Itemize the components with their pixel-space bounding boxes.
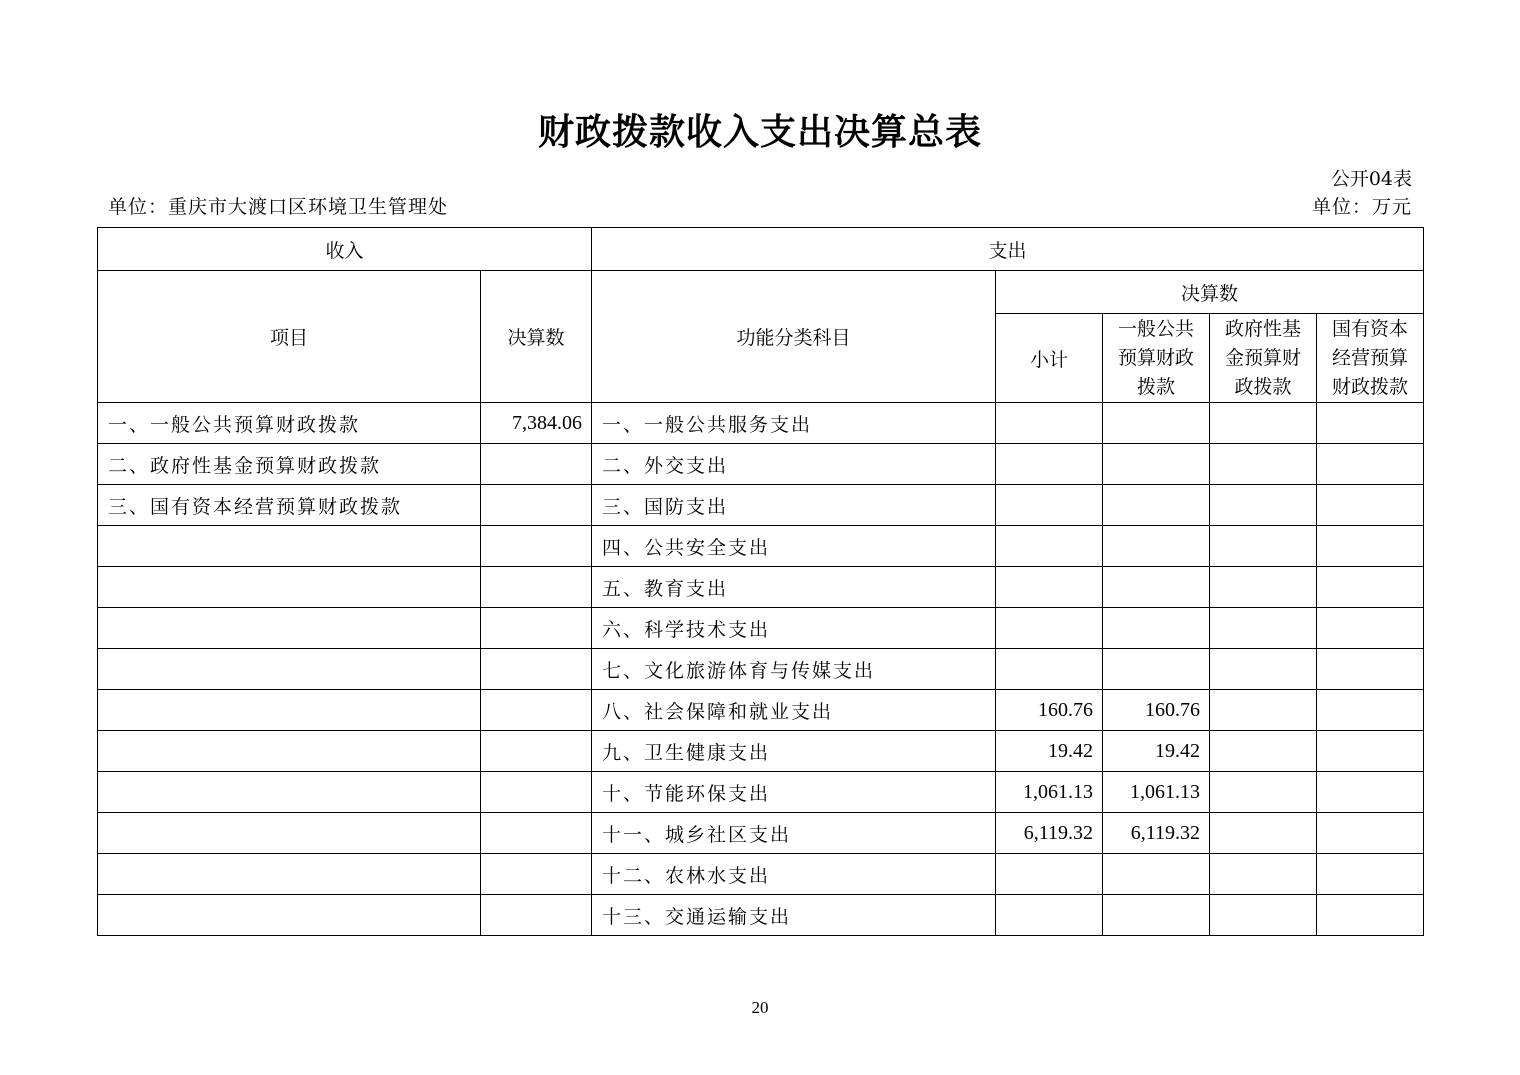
gov-fund-cell [1210, 854, 1317, 895]
general-budget-cell [1103, 854, 1210, 895]
gov-fund-cell [1210, 813, 1317, 854]
expense-item: 二、外交支出 [592, 444, 996, 485]
header-gov-fund-budget-text: 政府性基金预算财政拨款 [1225, 317, 1302, 398]
income-item [98, 649, 481, 690]
table-row [98, 649, 1424, 690]
subtotal-cell: 6,119.32 [996, 813, 1103, 854]
header-item: 项目 [98, 271, 481, 403]
expense-item: 七、文化旅游体育与传媒支出 [592, 649, 996, 690]
gov-fund-cell [1210, 526, 1317, 567]
gov-fund-cell [1210, 608, 1317, 649]
income-amount [481, 854, 592, 895]
income-amount: 7,384.06 [481, 403, 592, 444]
header-general-budget-text: 一般公共预算财政拨款 [1118, 317, 1195, 398]
general-budget-cell [1103, 895, 1210, 936]
gov-fund-cell [1210, 444, 1317, 485]
income-item [98, 608, 481, 649]
subtotal-cell: 160.76 [996, 690, 1103, 731]
state-capital-cell [1317, 895, 1424, 936]
header-expense: 支出 [592, 228, 1424, 271]
table-row [98, 444, 1424, 485]
general-budget-cell [1103, 485, 1210, 526]
income-amount [481, 485, 592, 526]
income-item: 三、国有资本经营预算财政拨款 [98, 485, 481, 526]
general-budget-cell [1103, 608, 1210, 649]
subtotal-cell [996, 403, 1103, 444]
income-item [98, 567, 481, 608]
general-budget-cell: 19.42 [1103, 731, 1210, 772]
general-budget-cell [1103, 403, 1210, 444]
table-row [98, 690, 1424, 731]
income-item [98, 813, 481, 854]
header-row-1 [98, 228, 1424, 271]
income-item [98, 690, 481, 731]
subtotal-cell [996, 854, 1103, 895]
income-amount [481, 526, 592, 567]
gov-fund-cell [1210, 567, 1317, 608]
income-item [98, 854, 481, 895]
page-number: 20 [751, 998, 769, 1017]
header-row-2 [98, 271, 1424, 314]
table-row [98, 485, 1424, 526]
table-row [98, 567, 1424, 608]
header-state-capital-budget-text: 国有资本经营预算财政拨款 [1332, 317, 1409, 398]
state-capital-cell [1317, 690, 1424, 731]
general-budget-cell: 1,061.13 [1103, 772, 1210, 813]
subtotal-cell: 19.42 [996, 731, 1103, 772]
gov-fund-cell [1210, 690, 1317, 731]
state-capital-cell [1317, 813, 1424, 854]
state-capital-cell [1317, 854, 1424, 895]
subtotal-cell [996, 895, 1103, 936]
state-capital-cell [1317, 649, 1424, 690]
income-amount [481, 608, 592, 649]
income-item [98, 731, 481, 772]
subtotal-cell [996, 608, 1103, 649]
expense-item: 十二、农林水支出 [592, 854, 996, 895]
gov-fund-cell [1210, 649, 1317, 690]
table-row [98, 813, 1424, 854]
general-budget-cell [1103, 567, 1210, 608]
unit-name: 单位：重庆市大渡口区环境卫生管理处 [108, 196, 449, 218]
table-row [98, 608, 1424, 649]
header-function-category: 功能分类科目 [592, 271, 996, 403]
income-item [98, 526, 481, 567]
income-amount [481, 731, 592, 772]
expense-item: 十三、交通运输支出 [592, 895, 996, 936]
expense-item: 三、国防支出 [592, 485, 996, 526]
header-final-amount: 决算数 [481, 271, 592, 403]
subtotal-cell [996, 526, 1103, 567]
form-number: 公开04表 [1330, 168, 1412, 190]
general-budget-cell [1103, 526, 1210, 567]
general-budget-cell [1103, 649, 1210, 690]
state-capital-cell [1317, 567, 1424, 608]
state-capital-cell [1317, 444, 1424, 485]
income-amount [481, 649, 592, 690]
expense-item: 四、公共安全支出 [592, 526, 996, 567]
income-amount [481, 895, 592, 936]
expense-item: 八、社会保障和就业支出 [592, 690, 996, 731]
subtotal-cell [996, 444, 1103, 485]
income-item [98, 772, 481, 813]
expense-item: 九、卫生健康支出 [592, 731, 996, 772]
state-capital-cell [1317, 485, 1424, 526]
income-item: 一、一般公共预算财政拨款 [98, 403, 481, 444]
table-row [98, 772, 1424, 813]
page-title: 财政拨款收入支出决算总表 [537, 112, 982, 153]
general-budget-cell: 160.76 [1103, 690, 1210, 731]
income-amount [481, 567, 592, 608]
subtotal-cell [996, 485, 1103, 526]
subtotal-cell: 1,061.13 [996, 772, 1103, 813]
income-amount [481, 772, 592, 813]
header-final-amount-group: 决算数 [996, 271, 1424, 314]
state-capital-cell [1317, 731, 1424, 772]
table-row [98, 854, 1424, 895]
gov-fund-cell [1210, 403, 1317, 444]
expense-item: 一、一般公共服务支出 [592, 403, 996, 444]
income-item [98, 895, 481, 936]
table-row [98, 895, 1424, 936]
income-amount [481, 444, 592, 485]
expense-item: 五、教育支出 [592, 567, 996, 608]
state-capital-cell [1317, 608, 1424, 649]
income-item: 二、政府性基金预算财政拨款 [98, 444, 481, 485]
expense-item: 十、节能环保支出 [592, 772, 996, 813]
gov-fund-cell [1210, 772, 1317, 813]
state-capital-cell [1317, 526, 1424, 567]
general-budget-cell [1103, 444, 1210, 485]
header-income: 收入 [98, 228, 592, 271]
unit-currency: 单位：万元 [1311, 196, 1412, 218]
gov-fund-cell [1210, 485, 1317, 526]
header-subtotal: 小计 [996, 314, 1103, 403]
header-state-capital-budget [1317, 314, 1424, 403]
header-general-budget [1103, 314, 1210, 403]
final-accounts-table [97, 227, 1424, 936]
table-row [98, 403, 1424, 444]
table-row [98, 526, 1424, 567]
header-gov-fund-budget [1210, 314, 1317, 403]
expense-item: 十一、城乡社区支出 [592, 813, 996, 854]
gov-fund-cell [1210, 731, 1317, 772]
table-row [98, 731, 1424, 772]
state-capital-cell [1317, 772, 1424, 813]
income-amount [481, 813, 592, 854]
expense-item: 六、科学技术支出 [592, 608, 996, 649]
income-amount [481, 690, 592, 731]
subtotal-cell [996, 649, 1103, 690]
state-capital-cell [1317, 403, 1424, 444]
subtotal-cell [996, 567, 1103, 608]
general-budget-cell: 6,119.32 [1103, 813, 1210, 854]
gov-fund-cell [1210, 895, 1317, 936]
